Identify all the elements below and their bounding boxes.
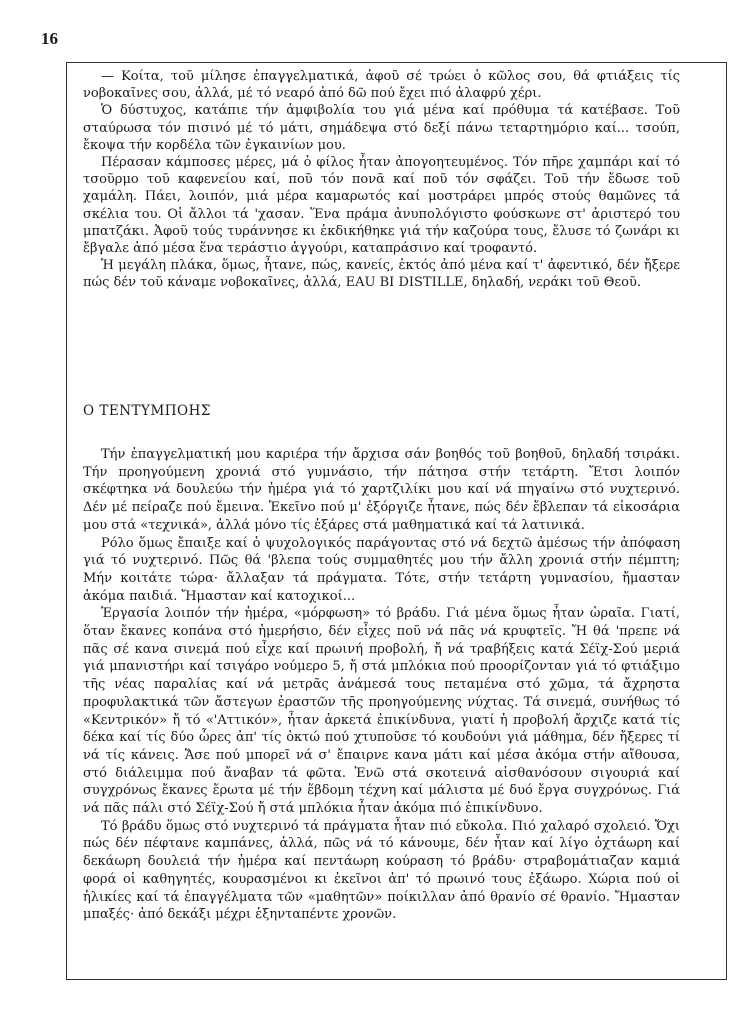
paragraph: Πέρασαν κάμποσες μέρες, μά ὁ φίλος ἦταν ἀπογοητευμένος. Τόν πῆρε χαμπάρι καί τό τσοῦρμο τοῦ καφενείου καί, ποῦ τόν πονᾶ καί ποῦ τόν σφάζει. Τοῦ τήν ἔδωσε τοῦ χαμάλη. Πάει, λοιπόν, μιά μέρα καμαρωτός καί μοστράρει μπρός στούς θαμῶνες τά σκέλια του. Οἱ ἄλλοι τά 'χασαν. Ἕνα πράμα ἀνυπολόγιστο φούσκωνε στ' ἀριστερό του μπατζάκι. Ἀφοῦ τούς τυράννησε κι ἐκδικήθηκε γιά τήν καζούρα τους, ἔλυσε τό ζωνάρι κι ἔβγαλε ἀπό μέσα ἕνα τεράστιο ἀγγούρι, καταπράσινο καί τροφαντό. bbox=[83, 155, 680, 257]
paragraph: Τήν ἐπαγγελματική μου καριέρα τήν ἄρχισα σάν βοηθός τοῦ βοηθοῦ, δηλαδή τσιράκι. Τήν προηγούμενη χρονιά στό γυμνάσιο, τήν πάτησα στήν τετάρτη. Ἔτσι λοιπόν σκέφτηκα νά δουλεύω τήν ἡμέρα γιά τό χαρτζιλίκι μου καί νά πηγαίνω στό νυχτερινό. Δέν μέ πείραζε πού ἔμεινα. Ἐκεῖνο πού μ' ἐξόργιζε ἦτανε, πώς δέν ἔβλεπαν τά εἰκοσάρια μου στά «τεχνικά», ἀλλά μόνο τίς ἑξάρες στά μαθηματικά καί τά λατινικά. bbox=[83, 447, 680, 533]
paragraph: — Κοίτα, τοῦ μίλησε ἐπαγγελματικά, ἀφοῦ σέ τρώει ὁ κῶλος σου, θά φτιάξεις τίς νοβοκαῖνες σου, ἀλλά, μέ τό νεαρό ἀπό δῶ πού ἔχει πιό ἀλαφρύ χέρι. bbox=[83, 69, 680, 102]
page-number: 16 bbox=[41, 29, 58, 48]
paragraph: Ἡ μεγάλη πλάκα, ὅμως, ἦτανε, πώς, κανείς, ἐκτός ἀπό μένα καί τ' ἀφεντικό, δέν ἤξερε πώς δέν τοῦ κάναμε νοβοκαῖνες, ἀλλά, EAU BI DISTILLE, δηλαδή, νεράκι τοῦ Θεοῦ. bbox=[83, 258, 680, 291]
section-1 bbox=[83, 68, 680, 292]
section-heading: Ο ΤΕΝΤΥΜΠΟΗΣ bbox=[83, 403, 211, 419]
paragraph: Τό βράδυ ὅμως στό νυχτερινό τά πράγματα ἦταν πιό εὔκολα. Πιό χαλαρό σχολειό. Ὄχι πώς δέν πέφτανε καμπάνες, ἀλλά, πῶς νά τό κάνουμε, δέν ἦταν καί λίγο ὀχτάωρη καί δεκάωρη δουλειά τήν ἡμέρα καί πεντάωρη κούραση τό βράδυ· στραβομάτιαζαν καμιά φορά οἱ καθηγητές, κουρασμένοι κι ἐκεῖνοι ἀπ' τό πρωινό τους ἐξάωρο. Χώρια πού οἱ ἡλικίες καί τά ἐπαγγέλματα τῶν «μαθητῶν» ποίκιλλαν ἀπό θρανίο σέ θρανίο. Ἤμασταν μπαξές· ἀπό δεκάξι μέχρι ἑξηνταπέντε χρονῶν. bbox=[83, 818, 680, 923]
section-2 bbox=[83, 446, 680, 924]
paragraph: Ἐργασία λοιπόν τήν ἡμέρα, «μόρφωση» τό βράδυ. Γιά μένα ὅμως ἦταν ὡραῖα. Γιατί, ὅταν ἔκανες κοπάνα στό ἡμερήσιο, δέν εἶχες ποῦ νά πᾶς νά κρυφτεῖς. Ἤ θά 'πρεπε νά πᾶς σέ κανα σινεμά πού εἶχε καί πρωινή προβολή, ἤ νά τραβήξεις κατά Σέϊχ-Σού μεριά γιά μπανιστήρι καί τσιγάρο νούμερο 5, ἤ στά μπλόκια πού προορίζονταν γιά τό φτιάξιμο τῆς νέας παραλίας καί νά μετρᾶς ἀνάμεσά τους πεταμένα στό χῶμα, τά ἄχρηστα προφυλακτικά τῶν ἄστεγων ἐραστῶν τῆς προηγούμενης νύχτας. Τά σινεμά, συνήθως τό «Κεντρικόν» ἤ τό «'Αττικόν», ἦταν ἀρκετά ἐπικίνδυνα, γιατί ἡ προβολή ἄρχιζε κατά τίς δέκα καί τίς δύο ὧρες ἀπ' τίς ὀκτώ πού χτυποῦσε τό κουδούνι γιά μάθημα, δέν ἤξερες τί νά τίς κάνεις. Ἄσε πού μπορεῖ νά σ' ἔπαιρνε κανα μάτι καί μέσα ἀκόμα στήν αἴθουσα, στό διάλειμμα πού ἄναβαν τά φῶτα. Ἐνῶ στά σκοτεινά αἰσθανόσουν σιγουριά καί συγχρόνως ἔκανες ἔρωτα μέ τήν ἕβδομη τέχνη καί μάλιστα μέ δυό ἔργα συγχρόνως. Γιά νά πᾶς πάλι στό Σέϊχ-Σού ἤ στά μπλόκια ἦταν ἀκόμα πιό ἐπικίνδυνο. bbox=[83, 606, 680, 817]
paragraph: Ὁ δύστυχος, κατάπιε τήν ἀμφιβολία του γιά μένα καί πρόθυμα τά κατέβασε. Τοῦ σταύρωσα τόν πισινό μέ τό μάτι, σημάδεψα στό δεξί πάνω τεταρτημόριο καί... τσούπ, ἔκοψα τήν κορδέλα τῶν ἐγκαινίων μου. bbox=[83, 103, 680, 153]
paragraph: Ρόλο ὅμως ἔπαιξε καί ὁ ψυχολογικός παράγοντας στό νά δεχτῶ ἀμέσως τήν ἀπόφαση γιά τό νυχτερινό. Πῶς θά 'βλεπα τούς συμμαθητές μου τήν ἄλλη χρονιά στήν πέμπτη; Μήν κοιτάτε τώρα· ἄλλαξαν τά πράγματα. Τότε, στήν τετάρτη γυμνασίου, ἤμασταν ἀκόμα παιδιά. Ἤμασταν καί κατοχικοί... bbox=[83, 535, 680, 604]
